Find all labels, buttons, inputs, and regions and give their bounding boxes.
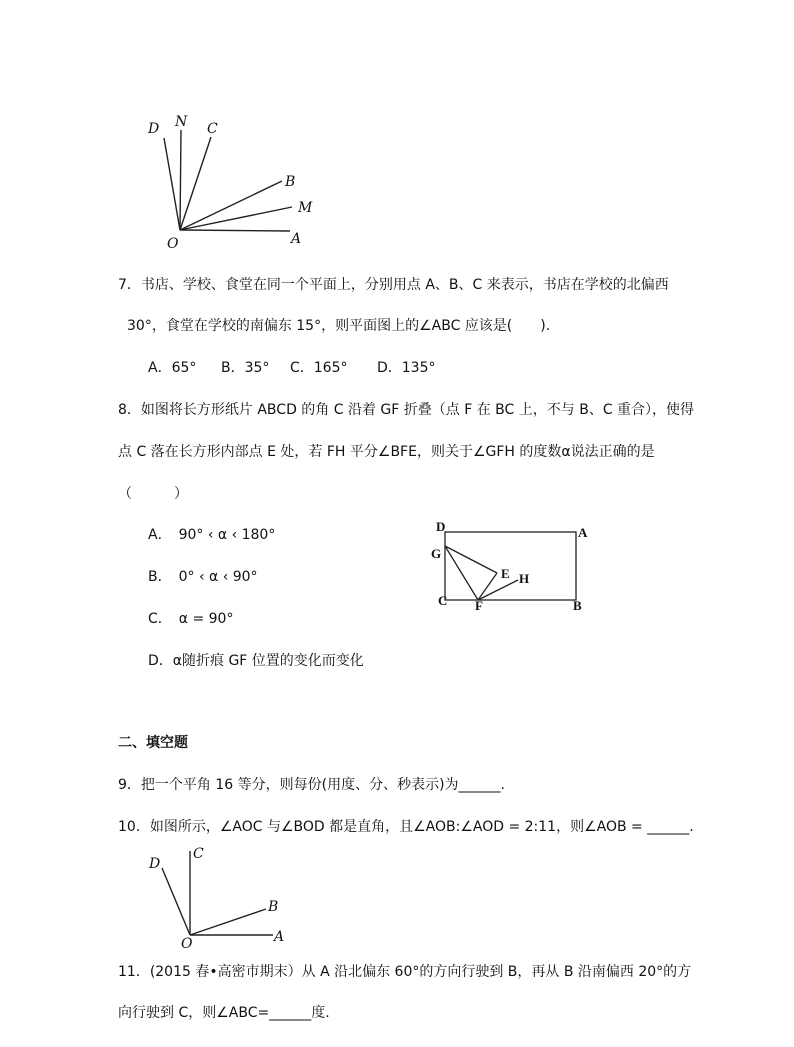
q8-line-2: 点 C 落在长方形内部点 E 处，若 FH 平分∠BFE，则关于∠GFH 的度数α说法正确的是 [118,444,655,460]
label-b: B [573,598,582,613]
label-c: C [207,121,218,137]
q10-text: 10．如图所示，∠AOC 与∠BOD 都是直角，且∠AOB:∠AOD = 2:11，则∠AOB = ______. [118,819,694,835]
q9-text: 9．把一个平角 16 等分，则每份(用度、分、秒表示)为______. [118,777,505,793]
label-c: C [193,846,204,862]
q8-option-a: A． 90° ‹ α ‹ 180° [148,527,276,543]
q7-option-d: D．135° [377,360,436,376]
q11-line-2: 向行驶到 C，则∠ABC=______度. [118,1005,330,1021]
q8-option-b: B． 0° ‹ α ‹ 90° [148,569,258,585]
q8-option-c: C． α = 90° [148,611,234,627]
label-d: D [148,121,160,137]
label-g: G [431,546,442,561]
label-b: B [268,899,279,915]
ray-od [162,868,190,935]
label-d: D [149,856,161,872]
q7-option-a: A．65° [148,360,197,376]
q7-option-b: B．35° [221,360,270,376]
q7-line-2: 30°，食堂在学校的南偏东 15°，则平面图上的∠ABC 应该是( ). [127,318,551,334]
q8-line-1: 8．如图将长方形纸片 ABCD 的角 C 沿着 GF 折叠（点 F 在 BC 上，不与 B、C 重合），使得 [118,402,695,418]
label-a: A [578,525,588,540]
q8-option-d: D．α随折痕 GF 位置的变化而变化 [148,653,364,669]
label-n: N [175,114,188,130]
label-o: O [181,936,193,952]
label-f: F [475,598,483,613]
label-a: A [291,231,302,247]
q7-option-c: C．165° [290,360,348,376]
q8-line-3: （ ） [118,486,188,502]
label-e: E [501,566,510,581]
label-d: D [436,519,446,534]
section-heading: 二、填空题 [118,735,188,751]
label-h: H [519,571,530,586]
label-b: B [285,174,296,190]
label-o: O [167,236,179,252]
label-a: A [274,929,285,945]
q11-line-1: 11．(2015 春•高密市期末）从 A 沿北偏东 60°的方向行驶到 B，再从 B 沿南偏西 20°的方 [118,964,692,980]
q7-line-1: 7．书店、学校、食堂在同一个平面上，分别用点 A、B、C 来表示，书店在学校的北偏西 [118,277,669,293]
label-m: M [298,200,313,216]
ray-ob [190,909,266,935]
label-c: C [438,593,448,608]
